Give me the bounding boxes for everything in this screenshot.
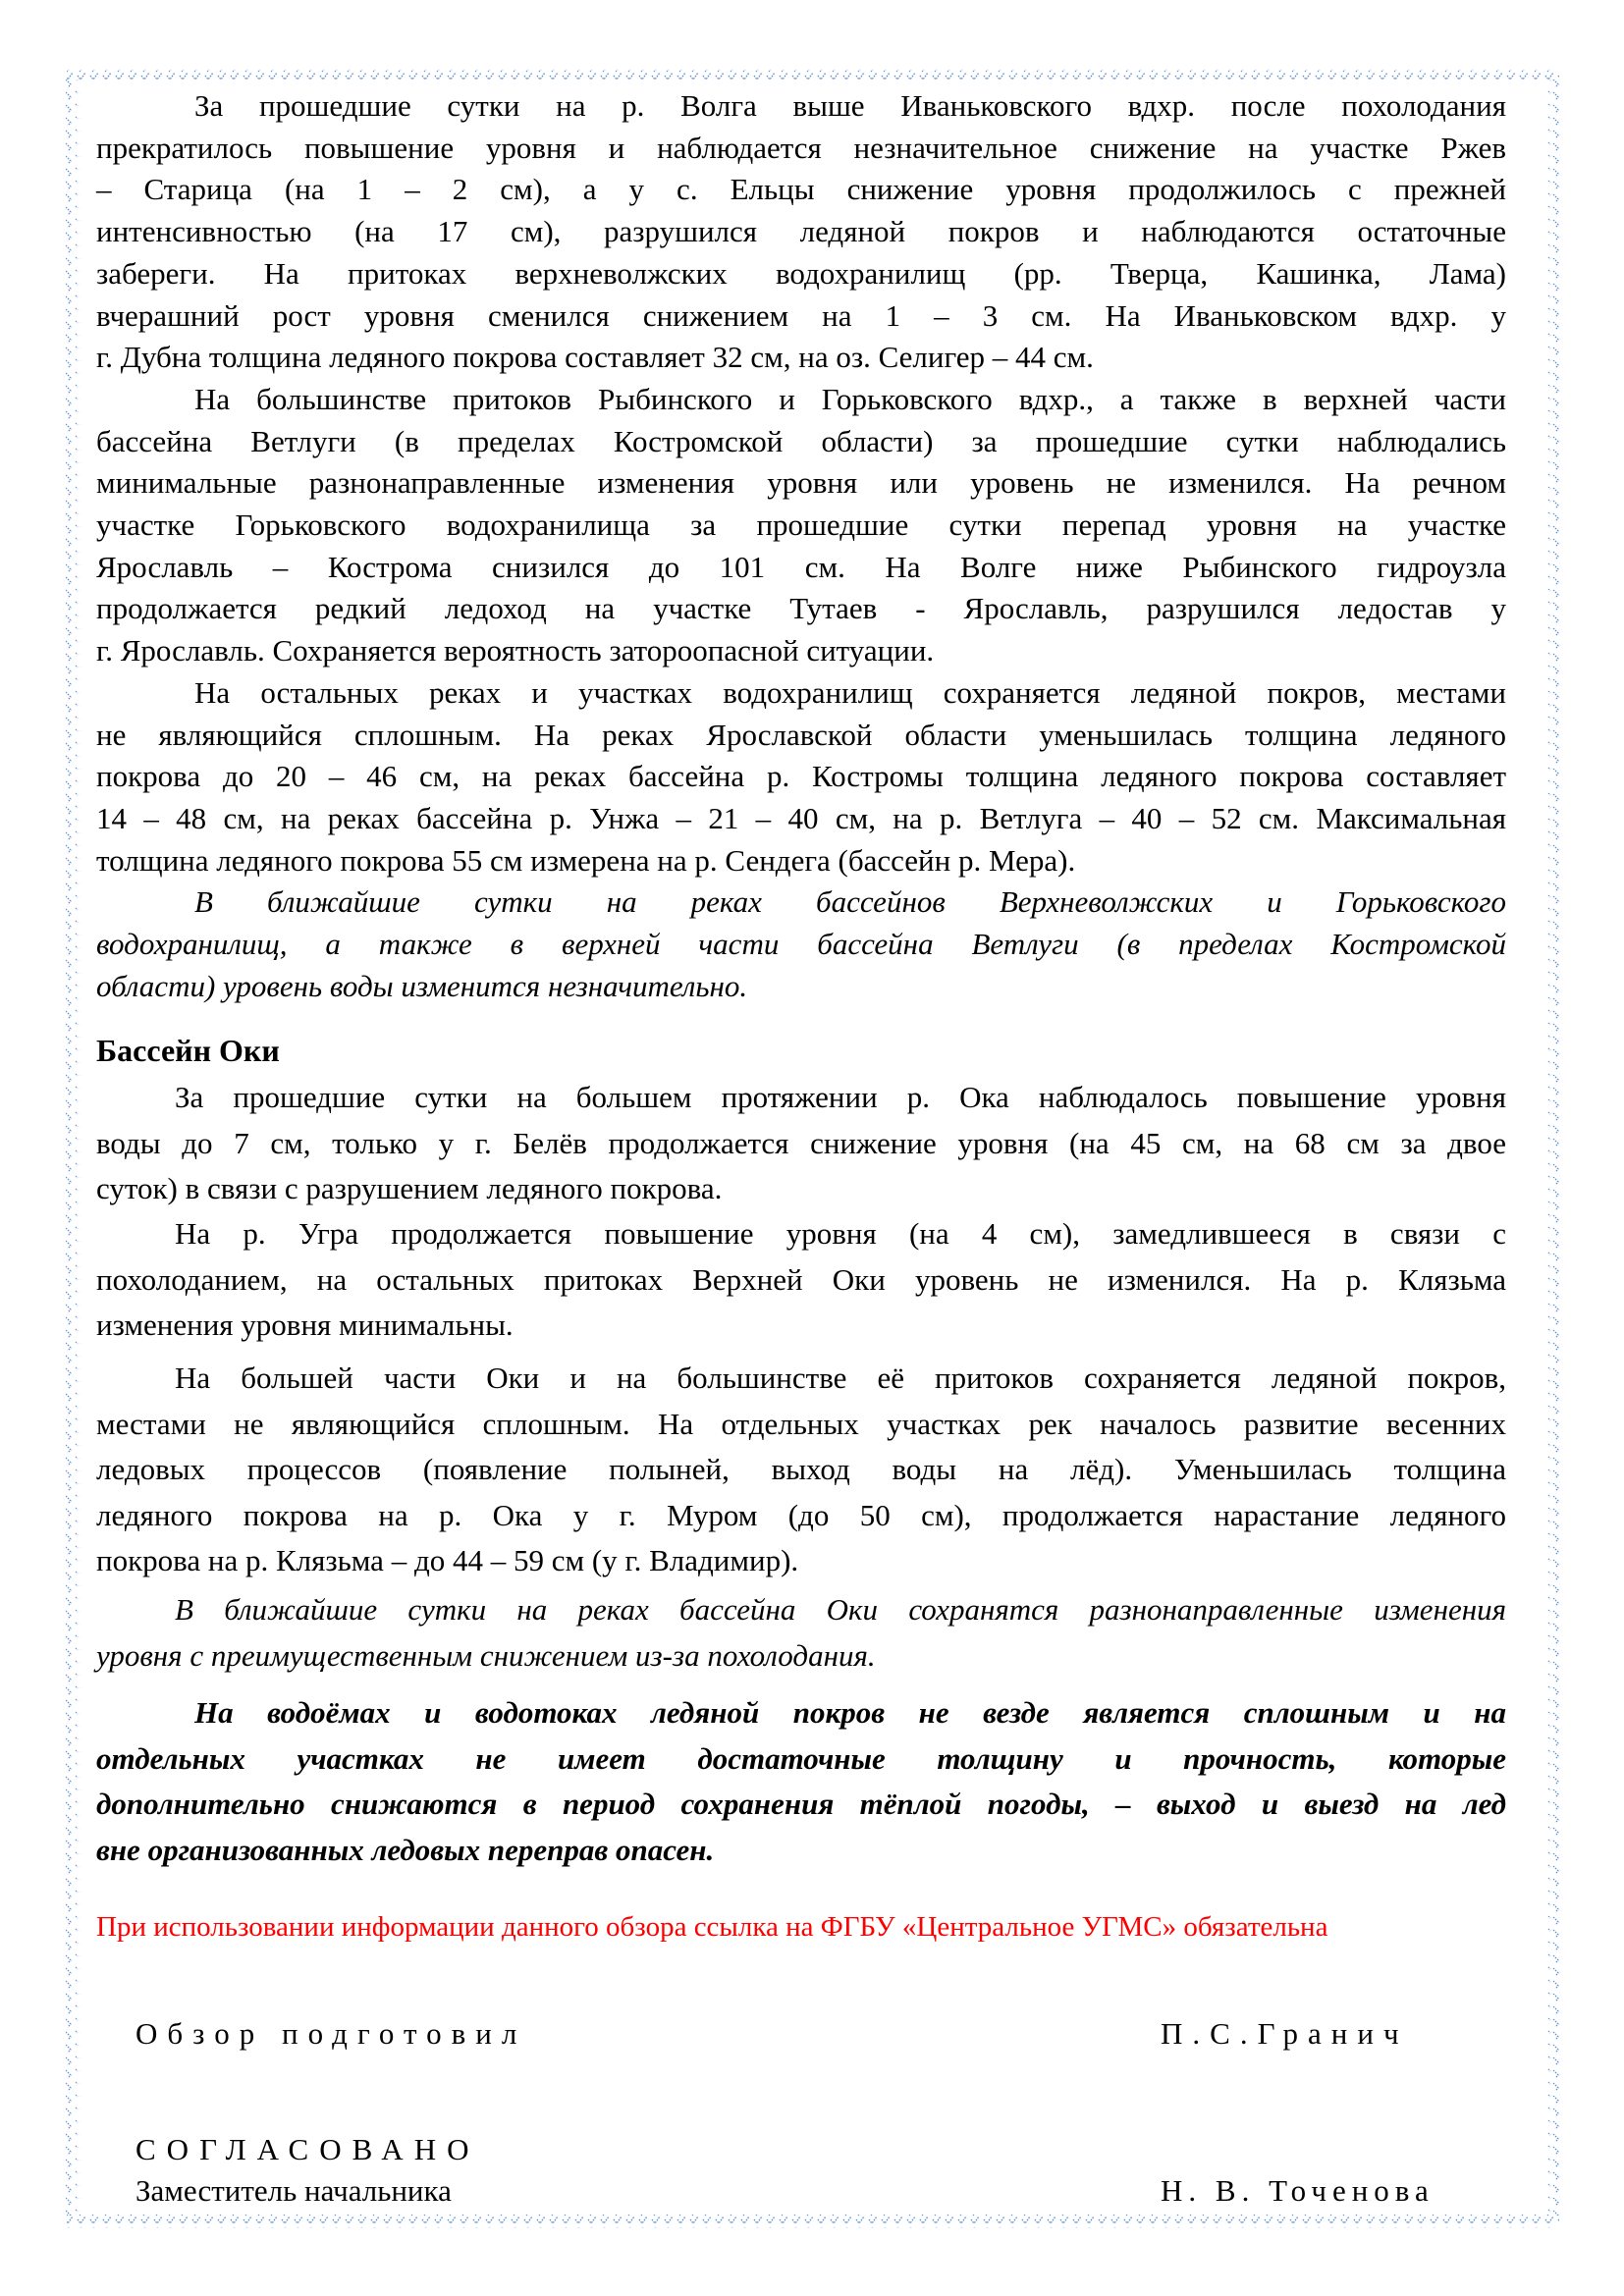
paragraph xyxy=(96,85,1506,379)
text-line: дополнительно снижаются в период сохранения тёплой погоды, – выход и выезд на лед xyxy=(96,1787,1506,1821)
text-line: На р. Угра продолжается повышение уровня (на 4 см), замедлившееся в связи с xyxy=(175,1216,1506,1251)
copyright-notice: При использовании информации данного обзора ссылка на ФГБУ «Центральное УГМС» обязательна xyxy=(96,1911,1328,1943)
text-line: 14 – 48 см, на реках бассейна р. Унжа – 21 – 40 см, на р. Ветлуга – 40 – 52 см. Максимальная xyxy=(96,800,1506,835)
text-line: участке Горьковского водохранилища за прошедшие сутки перепад уровня на участке xyxy=(96,507,1506,543)
text-line: водохранилищ, а также в верхней части бассейна Ветлуги (в пределах Костромской xyxy=(96,927,1506,962)
prepared-by-name: П.С.Гранич xyxy=(1161,2016,1409,2051)
text-line: области) уровень воды изменится незначительно. xyxy=(96,968,748,1003)
text-line: вчерашний рост уровня сменился снижением на 1 – 3 см. На Иваньковском вдхр. у xyxy=(96,297,1506,333)
text-line: суток) в связи с разрушением ледяного покрова. xyxy=(96,1171,723,1205)
paragraph xyxy=(96,379,1506,672)
text-line: толщина ледяного покрова 55 см измерена на р. Сендега (бассейн р. Мера). xyxy=(96,842,1076,878)
prepared-by-label: Обзор подготовил xyxy=(135,2016,527,2051)
text-line: покрова до 20 – 46 см, на реках бассейна р. Костромы толщина ледяного покрова составляет xyxy=(96,759,1506,794)
text-line: бассейна Ветлуги (в пределах Костромской области) за прошедшие сутки наблюдались xyxy=(96,423,1506,458)
text-line: Ярославль – Кострома снизился до 101 см. На Волге ниже Рыбинского гидроузла xyxy=(96,549,1506,584)
text-line: вне организованных ледовых переправ опасен. xyxy=(96,1832,715,1867)
forecast-paragraph xyxy=(96,881,1506,1007)
text-line: уровня с преимущественным снижением из-за похолодания. xyxy=(96,1637,876,1673)
text-line: ледовых процессов (появление полыней, выход воды на лёд). Уменьшилась толщина xyxy=(96,1452,1506,1486)
text-line: В ближайшие сутки на реках бассейна Оки сохранятся разнонаправленные изменения xyxy=(175,1592,1506,1627)
text-line: не являющийся сплошным. На реках Ярославской области уменьшилась толщина ледяного xyxy=(96,717,1506,752)
text-line: На большинстве притоков Рыбинского и Горьковского вдхр., а также в верхней части xyxy=(194,381,1506,416)
border-right xyxy=(1544,80,1559,2216)
forecast-paragraph xyxy=(96,1587,1506,1679)
paragraph xyxy=(96,1211,1506,1349)
text-line: изменения уровня минимальны. xyxy=(96,1308,514,1342)
text-line: покрова на р. Клязьма – до 44 – 59 см (у г. Владимир). xyxy=(96,1543,799,1577)
paragraph xyxy=(96,1356,1506,1584)
text-line: На остальных реках и участках водохранилищ сохраняется ледяной покров, местами xyxy=(194,674,1506,710)
text-line: г. Ярославль. Сохраняется вероятность затороопасной ситуации. xyxy=(96,633,935,668)
text-line: За прошедшие сутки на большем протяжении р. Ока наблюдалось повышение уровня xyxy=(175,1080,1506,1114)
text-line: забереги. На притоках верхневолжских водохранилищ (рр. Тверца, Кашинка, Лама) xyxy=(96,255,1506,291)
text-line: На водоёмах и водотоках ледяной покров не везде является сплошным и на xyxy=(194,1695,1506,1730)
text-line: воды до 7 см, только у г. Белёв продолжается снижение уровня (на 45 см, на 68 см за двое xyxy=(96,1125,1506,1160)
text-line: отдельных участках не имеет достаточные толщину и прочность, которые xyxy=(96,1740,1506,1776)
text-line: За прошедшие сутки на р. Волга выше Иваньковского вдхр. после похолодания xyxy=(194,88,1506,123)
text-line: продолжается редкий ледоход на участке Тутаев - Ярославль, разрушился ледостав у xyxy=(96,591,1506,626)
text-line: интенсивностью (на 17 см), разрушился ледяной покров и наблюдаются остаточные xyxy=(96,214,1506,249)
approved-label: СОГЛАСОВАНО xyxy=(135,2132,480,2166)
warning-paragraph xyxy=(96,1690,1506,1873)
approved-position: Заместитель начальника xyxy=(135,2173,452,2208)
border-bottom xyxy=(67,2215,1559,2228)
approved-name: Н. В. Точенова xyxy=(1161,2173,1435,2208)
text-line: похолоданием, на остальных притоках Верхней Оки уровень не изменился. На р. Клязьма xyxy=(96,1261,1506,1297)
text-line: – Старица (на 1 – 2 см), а у с. Ельцы снижение уровня продолжилось с прежней xyxy=(96,172,1506,207)
border-left xyxy=(66,80,81,2216)
volga-basin-section xyxy=(96,85,1506,1007)
text-line: На большей части Оки и на большинстве её притоков сохраняется ледяной покров, xyxy=(175,1361,1506,1395)
text-line: В ближайшие сутки на реках бассейнов Верхневолжских и Горьковского xyxy=(194,884,1506,920)
text-line: г. Дубна толщина ледяного покрова составляет 32 см, на оз. Селигер – 44 см. xyxy=(96,340,1094,375)
text-line: местами не являющийся сплошным. На отдельных участках рек началось развитие весенних xyxy=(96,1406,1506,1441)
text-line: ледяного покрова на р. Ока у г. Муром (до 50 см), продолжается нарастание ледяного xyxy=(96,1497,1506,1532)
paragraph xyxy=(96,1075,1506,1212)
paragraph xyxy=(96,672,1506,882)
border-top xyxy=(67,66,1559,80)
section-heading-oka: Бассейн Оки xyxy=(96,1033,280,1068)
text-line: прекратилось повышение уровня и наблюдается незначительное снижение на участке Ржев xyxy=(96,130,1506,165)
text-line: минимальные разнонаправленные изменения уровня или уровень не изменился. На речном xyxy=(96,465,1506,501)
